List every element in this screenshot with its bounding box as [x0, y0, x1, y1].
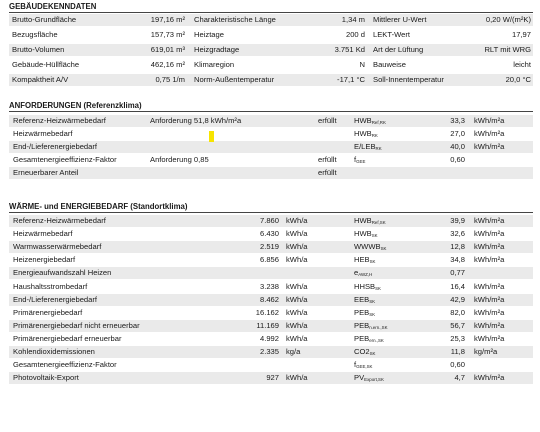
symbol-subscript: GEE [356, 159, 366, 164]
value: 39,9 [450, 216, 465, 225]
unit: kWh/m²a [474, 320, 505, 330]
waerme-row [9, 333, 533, 345]
amount: 2.335 [259, 347, 279, 356]
status: erfüllt [318, 168, 337, 177]
symbol-text: HWB [354, 229, 372, 239]
gebaeude-row [9, 29, 533, 41]
value: -17,1 °C [337, 75, 365, 84]
symbol [354, 256, 375, 264]
waerme-rule [9, 212, 533, 213]
unit: kg/m²a [474, 347, 498, 356]
amount: 4.992 [259, 333, 279, 343]
amount-unit: kWh/a [286, 307, 308, 317]
value: 12,8 [450, 242, 465, 252]
symbol [354, 143, 382, 151]
value: 25,3 [450, 333, 465, 343]
symbol-subscript: GEE,SK [356, 364, 373, 370]
amount: 11.169 [256, 320, 279, 330]
amount-unit: kWh/a [286, 242, 308, 252]
symbol-text: EEB [354, 294, 370, 304]
label: Kohlendioxidemissionen [13, 347, 95, 356]
anforderungen-row [9, 115, 533, 127]
requirement: Anforderung 51,8 kWh/m²a [150, 116, 242, 125]
symbol-subscript: ern.,SK [369, 337, 384, 343]
value: 0,60 [450, 360, 465, 370]
symbol-subscript: SK [371, 233, 378, 239]
symbol-text: e [354, 268, 359, 278]
symbol [354, 243, 386, 251]
symbol-text: HHSB [354, 281, 376, 291]
label: Erneuerbarer Anteil [13, 168, 79, 177]
gebaeude-rule [9, 12, 533, 13]
waerme-row [9, 320, 533, 332]
value: 200 d [345, 30, 365, 39]
label: Bezugsfläche [12, 30, 58, 39]
label: Heiztage [194, 30, 224, 39]
unit: kWh/m²a [474, 142, 505, 151]
label: Referenz-Heizwärmebedarf [13, 216, 106, 225]
amount-unit: kWh/a [286, 320, 308, 330]
amount-unit: kWh/a [286, 229, 308, 239]
label: Heizwärmebedarf [13, 129, 73, 138]
gebaeude-row [9, 14, 533, 26]
symbol-text: WWWB [354, 242, 381, 252]
waerme-row [9, 346, 533, 358]
value: 42,9 [450, 294, 465, 304]
amount: 8.462 [259, 294, 279, 304]
label: LEKT-Wert [373, 30, 410, 39]
symbol-text: HWB [354, 129, 372, 138]
waerme-title: WÄRME- und ENERGIEBEDARF (Standortklima) [9, 202, 188, 211]
label: Soll-Innentemperatur [373, 75, 444, 84]
value: 1,34 m [341, 15, 365, 24]
label: Bauweise [373, 60, 406, 69]
value: 56,7 [450, 320, 465, 330]
symbol-text: E/LEB [354, 142, 376, 151]
symbol [354, 361, 372, 369]
label: Primärenergiebedarf nicht erneuerbar [13, 320, 140, 330]
symbol [354, 296, 375, 304]
label: Primärenergiebedarf [13, 307, 83, 317]
value: RLT mit WRG [484, 45, 531, 54]
anforderungen-rule [9, 111, 533, 112]
amount-unit: kWh/a [286, 333, 308, 343]
label: Warmwasserwärmebedarf [13, 242, 102, 252]
symbol-subscript: SK [369, 298, 376, 304]
label: Norm-Außentemperatur [194, 75, 275, 84]
value: 34,8 [450, 255, 465, 265]
amount-unit: kWh/a [286, 281, 308, 291]
value: 33,3 [450, 116, 465, 125]
label: Primärenergiebedarf erneuerbar [13, 333, 122, 343]
unit: kWh/m²a [474, 229, 505, 239]
value: N [359, 60, 365, 69]
value: 27,0 [450, 129, 465, 138]
anforderungen-row [9, 141, 533, 153]
unit: kWh/m²a [474, 307, 505, 317]
symbol-subscript: RK [375, 146, 382, 151]
waerme-row [9, 294, 533, 306]
waerme-row [9, 267, 533, 279]
value: 157,73 m² [150, 30, 185, 39]
value: 17,97 [511, 30, 531, 39]
value: 0,20 W/(m²K) [485, 15, 531, 24]
symbol-subscript: SK [369, 311, 376, 317]
gebaeude-title: GEBÄUDEKENNDATEN [9, 2, 97, 11]
symbol [354, 322, 388, 330]
value: 0,75 1/m [155, 75, 185, 84]
symbol-text: HWB [354, 116, 372, 125]
label: End-/Lieferenergiebedarf [13, 142, 98, 151]
unit: kWh/m²a [474, 333, 505, 343]
amount: 927 [266, 373, 279, 383]
waerme-row [9, 241, 533, 253]
symbol-text: PV [354, 373, 365, 383]
symbol [354, 269, 372, 277]
label: Brutto-Volumen [12, 45, 65, 54]
waerme-row [9, 281, 533, 293]
symbol-subscript: SK [369, 351, 376, 356]
status: erfüllt [318, 116, 337, 125]
label: Energieaufwandszahl Heizen [13, 268, 112, 278]
symbol [354, 283, 381, 291]
symbol [354, 374, 384, 382]
unit: kWh/m²a [474, 216, 505, 225]
value: leicht [513, 60, 531, 69]
unit: kWh/m²a [474, 373, 505, 383]
symbol-text: f [354, 155, 357, 164]
symbol-text: PEB [354, 320, 370, 330]
label: Heizwärmebedarf [13, 229, 73, 239]
symbol-text: HEB [354, 255, 370, 265]
gebaeude-row [9, 74, 533, 86]
unit: kWh/m²a [474, 129, 505, 138]
symbol [354, 335, 384, 343]
value: 0,60 [450, 155, 465, 164]
unit: kWh/m²a [474, 281, 505, 291]
value: 619,01 m³ [150, 45, 185, 54]
symbol-subscript: Ref,SK [371, 220, 386, 225]
unit: kWh/m²a [474, 294, 505, 304]
waerme-row [9, 372, 533, 384]
symbol-subscript: Export,SK [364, 377, 384, 383]
symbol [354, 130, 378, 138]
label: Gesamtenergieeffizienz-Faktor [13, 360, 117, 370]
label: Gebäude-Hüllfläche [12, 60, 80, 69]
label: Photovoltaik-Export [13, 373, 79, 383]
waerme-row [9, 307, 533, 319]
gebaeude-row [9, 59, 533, 71]
value: 82,0 [450, 307, 465, 317]
unit: kWh/m²a [474, 242, 505, 252]
symbol [354, 309, 375, 317]
symbol-text: HWB [354, 216, 372, 225]
symbol-text: f [354, 360, 357, 370]
value: 0,77 [450, 268, 465, 278]
symbol-text: PEB [354, 333, 370, 343]
waerme-row [9, 215, 533, 227]
status: erfüllt [318, 155, 337, 164]
value: 462,16 m² [150, 60, 185, 69]
label: Art der Lüftung [373, 45, 424, 54]
amount: 16.162 [255, 307, 279, 317]
label: Mittlerer U-Wert [373, 15, 427, 24]
label: Klimaregion [194, 60, 235, 69]
unit: kWh/m²a [474, 255, 505, 265]
symbol-subscript: n.ern.,SK [369, 324, 388, 330]
amount-unit: kWh/a [286, 216, 308, 225]
symbol [354, 156, 365, 164]
unit: kWh/m²a [474, 116, 505, 125]
label: Charakteristische Länge [194, 15, 276, 24]
label: End-/Lieferenergiebedarf [13, 294, 98, 304]
waerme-row [9, 359, 533, 371]
value: 20,0 °C [505, 75, 531, 84]
amount: 3.238 [259, 281, 279, 291]
amount: 2.519 [259, 242, 279, 252]
anforderungen-title: ANFORDERUNGEN (Referenzklima) [9, 101, 142, 110]
label: Heizenergiebedarf [13, 255, 76, 265]
symbol [354, 348, 375, 356]
amount: 6.856 [259, 255, 279, 265]
value: 32,6 [450, 229, 465, 239]
label: Gesamtenergieeffizienz-Faktor [13, 155, 117, 164]
symbol-subscript: AWZ,H [358, 272, 373, 278]
label: Brutto-Grundfläche [12, 15, 77, 24]
symbol-subscript: Ref,RK [371, 120, 386, 125]
gebaeude-row [9, 44, 533, 56]
symbol [354, 117, 386, 125]
symbol [354, 230, 378, 238]
requirement: Anforderung 0,85 [150, 155, 209, 164]
value: 16,4 [450, 281, 465, 291]
symbol-text: CO2 [354, 347, 370, 356]
value: 4,7 [454, 373, 465, 383]
anforderungen-row [9, 167, 533, 179]
value: 197,16 m² [150, 15, 185, 24]
label: Haushaltsstrombedarf [13, 281, 88, 291]
amount-unit: kWh/a [286, 373, 308, 383]
amount-unit: kg/a [286, 347, 301, 356]
waerme-row [9, 254, 533, 266]
amount-unit: kWh/a [286, 294, 308, 304]
symbol-text: PEB [354, 307, 370, 317]
symbol-subscript: SK [380, 246, 387, 252]
amount-unit: kWh/a [286, 255, 308, 265]
value: 3.751 Kd [334, 45, 365, 54]
waerme-row [9, 228, 533, 240]
value: 40,0 [450, 142, 465, 151]
label: Heizgradtage [194, 45, 240, 54]
anforderungen-row [9, 154, 533, 166]
amount: 6.430 [259, 229, 279, 239]
symbol-subscript: SK [375, 285, 381, 291]
symbol-subscript: RK [371, 133, 378, 138]
anforderungen-row [9, 128, 533, 140]
symbol-subscript: SK [369, 259, 376, 265]
label: Kompaktheit A/V [12, 75, 69, 84]
amount: 7.860 [259, 216, 279, 225]
value: 11,8 [450, 347, 465, 356]
symbol [354, 217, 386, 225]
label: Referenz-Heizwärmebedarf [13, 116, 106, 125]
yellow-marker [209, 131, 214, 142]
